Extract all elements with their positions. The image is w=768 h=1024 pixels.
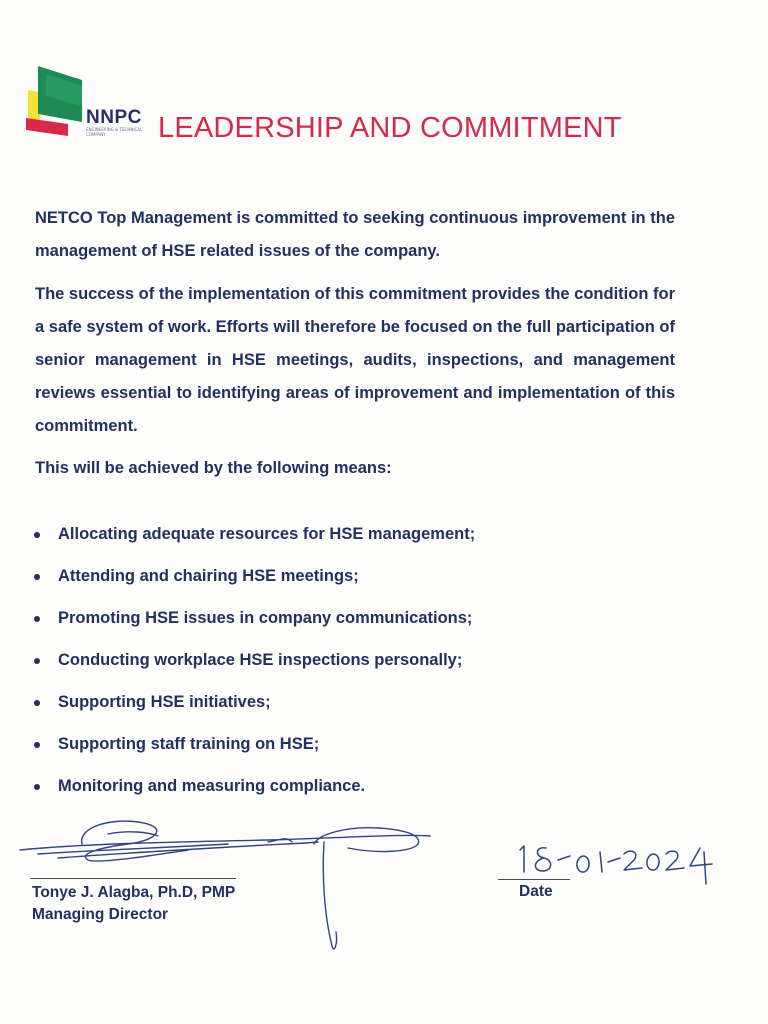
bullet-icon bbox=[34, 658, 40, 664]
bullet-icon bbox=[34, 742, 40, 748]
page-title: LEADERSHIP AND COMMITMENT bbox=[158, 112, 622, 144]
list-item-text: Attending and chairing HSE meetings; bbox=[58, 567, 359, 585]
handwritten-date bbox=[510, 838, 730, 888]
logo-tagline: ENGINEERING & TECHNICAL COMPANY bbox=[86, 127, 143, 137]
intro-paragraph: NETCO Top Management is committed to seeking continuous improvement in the management of HSE related issues of the company. bbox=[35, 209, 675, 260]
bullet-icon bbox=[34, 616, 40, 622]
list-item bbox=[32, 558, 475, 600]
logo-word: NNPC bbox=[86, 107, 142, 128]
means-list bbox=[32, 516, 475, 810]
list-item-text: Allocating adequate resources for HSE management; bbox=[58, 525, 476, 543]
bullet-icon bbox=[34, 532, 40, 538]
list-item-text: Conducting workplace HSE inspections personally; bbox=[58, 651, 463, 669]
signature-line bbox=[30, 878, 236, 879]
list-item bbox=[32, 642, 475, 684]
means-intro: This will be achieved by the following means: bbox=[35, 459, 392, 477]
signatory-block bbox=[32, 882, 235, 926]
list-item-text: Supporting HSE initiatives; bbox=[58, 693, 271, 711]
list-item-text: Promoting HSE issues in company communications; bbox=[58, 609, 473, 627]
nnpc-logo-icon bbox=[24, 66, 86, 138]
logo-wordmark bbox=[86, 108, 156, 137]
date-label: Date bbox=[519, 883, 553, 900]
list-item-text: Monitoring and measuring compliance. bbox=[58, 777, 366, 795]
bullet-icon bbox=[34, 574, 40, 580]
list-item-text: Supporting staff training on HSE; bbox=[58, 735, 320, 753]
list-item bbox=[32, 600, 475, 642]
signatory-name: Tonye J. Alagba, Ph.D, PMP bbox=[32, 884, 236, 901]
list-item bbox=[32, 684, 475, 726]
list-item bbox=[32, 516, 475, 558]
list-item bbox=[32, 726, 475, 768]
list-item bbox=[32, 768, 475, 810]
success-paragraph: The success of the implementation of this commitment provides the condition for a safe system of work. Efforts will therefore be focused on the full participation of senior management in HSE meetings, audits, inspections, and management reviews essential to identifying areas of improvement and implementation of this commitment. bbox=[35, 285, 675, 435]
bullet-icon bbox=[34, 700, 40, 706]
bullet-icon bbox=[34, 784, 40, 790]
date-line bbox=[498, 879, 570, 880]
signatory-role: Managing Director bbox=[32, 906, 169, 923]
